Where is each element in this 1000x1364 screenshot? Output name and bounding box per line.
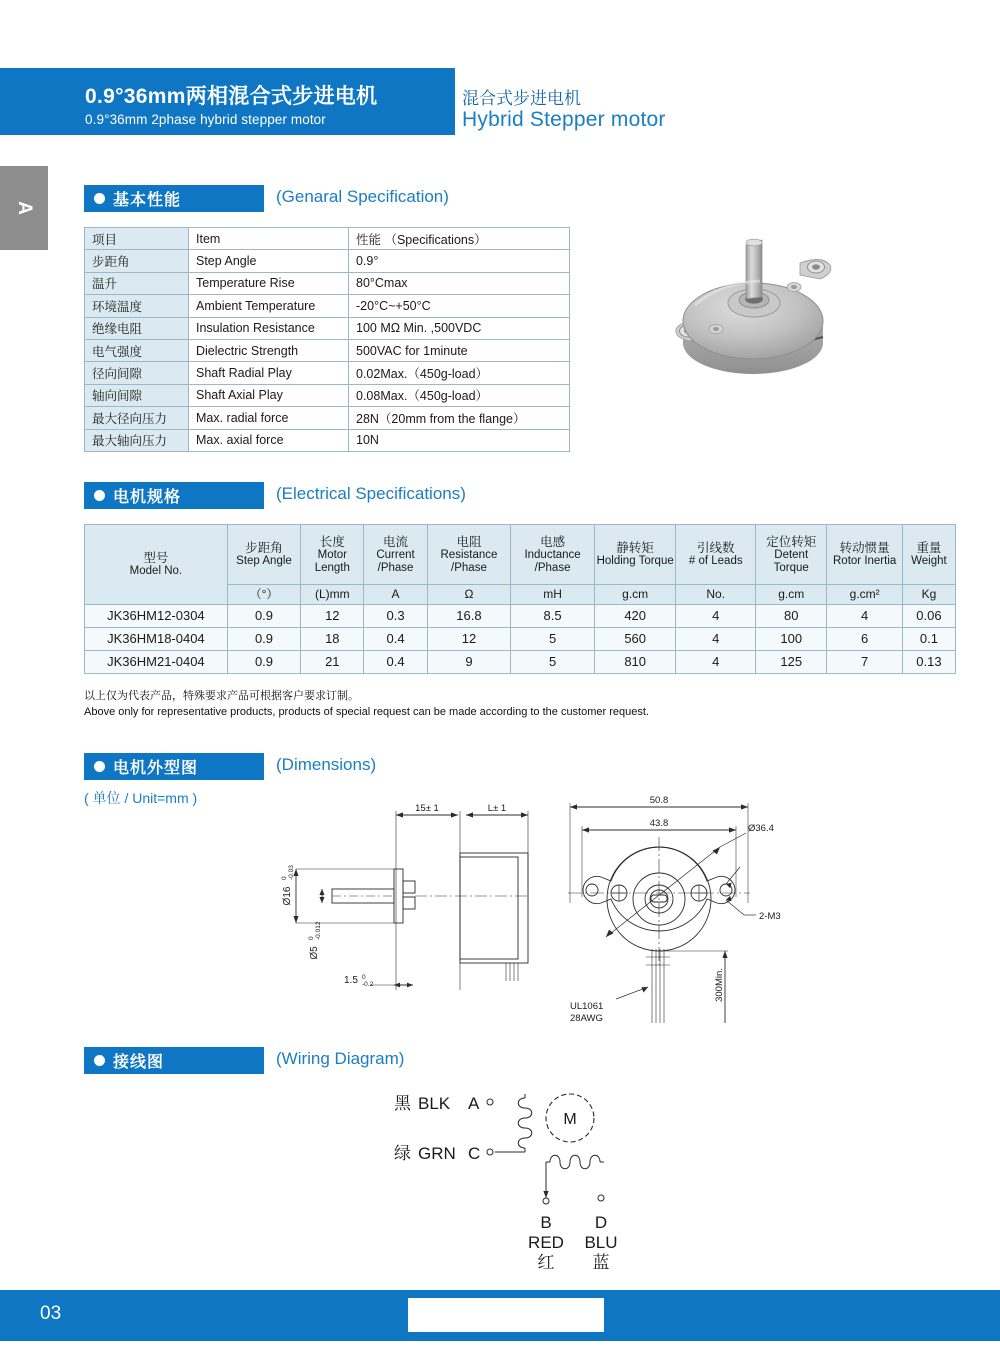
cell-model: JK36HM12-0304	[85, 605, 228, 628]
cell-cn: 温升	[85, 272, 189, 294]
cell-en: Insulation Resistance	[189, 317, 349, 339]
wiring-lead-en-blu: BLU	[584, 1233, 618, 1252]
cell-value: -20°C~+50°C	[349, 295, 570, 317]
cell-en: Max. axial force	[189, 429, 349, 451]
wiring-terminal-d: D	[594, 1213, 608, 1232]
header-category-en: Hybrid Stepper motor	[462, 108, 666, 131]
footer-page-number: 03	[40, 1303, 62, 1324]
col-header-resistance	[427, 525, 511, 585]
col-header-detent-torque	[756, 525, 827, 585]
wiring-terminal-a: A	[468, 1094, 480, 1113]
cell-step-angle: 0.9	[227, 651, 300, 674]
cell-resistance: 12	[427, 628, 511, 651]
section-heading-general	[84, 185, 504, 212]
cell-en: Shaft Axial Play	[189, 384, 349, 406]
table-row	[85, 384, 570, 406]
cell-weight: 0.06	[902, 605, 955, 628]
dim-label-wire-length: 300Min.	[714, 968, 725, 1002]
col-unit: Kg	[902, 585, 955, 605]
col-header-cn: 静转矩	[616, 541, 654, 556]
table-row	[85, 250, 570, 272]
section-title-en: (Genaral Specification)	[276, 187, 449, 206]
footer-logo-placeholder	[408, 1298, 604, 1332]
wiring-lead-en-blk: BLK	[418, 1094, 451, 1113]
wiring-terminal-c: C	[468, 1144, 481, 1163]
section-title-cn: 电机规格	[113, 489, 182, 506]
col-header-en: Detent Torque	[773, 548, 809, 574]
wiring-diagram	[370, 1080, 660, 1275]
cell-rotor-inertia: 7	[827, 651, 902, 674]
col-header-model	[85, 525, 228, 605]
table-row	[85, 605, 956, 628]
cell-motor-length: 21	[301, 651, 364, 674]
wiring-lead-cn-blk: 黑	[394, 1094, 411, 1113]
side-index-letter: A	[14, 201, 35, 215]
col-header-inductance	[511, 525, 595, 585]
cell-cn: 项目	[85, 228, 189, 250]
table-row	[85, 429, 570, 451]
col-header-cn: 电感	[540, 534, 566, 549]
cell-step-angle: 0.9	[227, 628, 300, 651]
motor-product-photo	[650, 225, 865, 400]
cell-cn: 径向间隙	[85, 362, 189, 384]
cell-rotor-inertia: 6	[827, 628, 902, 651]
section-heading-wiring	[84, 1047, 504, 1074]
col-header-cn: 重量	[916, 541, 942, 556]
header-title-en: 0.9°36mm 2phase hybrid stepper motor	[85, 112, 326, 127]
col-header-rotor-inertia	[827, 525, 902, 585]
col-unit: (L)mm	[301, 585, 364, 605]
cell-en: Dielectric Strength	[189, 339, 349, 361]
col-header-cn: 引线数	[696, 541, 735, 556]
table-row-header	[85, 228, 570, 250]
col-header-cn: 步距角	[245, 541, 283, 556]
dim-label-shaft-tol-upper: 0	[308, 936, 315, 940]
col-header-en: Motor Length	[314, 548, 350, 574]
col-unit: g.cm	[756, 585, 827, 605]
bullet-dot-icon	[94, 490, 105, 501]
cell-holding-torque: 810	[594, 651, 676, 674]
section-chip-dimensions	[84, 753, 264, 780]
dim-label-shaft-length: 15± 1	[415, 803, 439, 814]
header-category-cn: 混合式步进电机	[462, 89, 581, 108]
col-header-en: Model No.	[129, 565, 183, 578]
cell-step-angle: 0.9	[227, 605, 300, 628]
table-note	[84, 689, 649, 721]
dim-label-outer-width: 50.8	[649, 795, 669, 806]
cell-value: 10N	[349, 429, 570, 451]
cell-cn: 轴向间隙	[85, 384, 189, 406]
col-header-en: Step Angle	[236, 555, 292, 568]
cell-en: Ambient Temperature	[189, 295, 349, 317]
col-header-en: # of Leads	[688, 555, 743, 568]
col-header-en: Weight	[911, 555, 947, 568]
cell-cn: 环境温度	[85, 295, 189, 317]
dim-label-flange-thickness: 1.5	[344, 975, 358, 986]
dim-label-flange-diameter: Ø16	[282, 886, 293, 906]
col-header-current	[364, 525, 427, 585]
wiring-lead-en-red: RED	[528, 1233, 564, 1252]
dim-label-body-diameter: Ø36.4	[748, 823, 774, 834]
cell-rotor-inertia: 4	[827, 605, 902, 628]
section-chip-electrical	[84, 482, 264, 509]
dim-label-shaft-diameter: Ø5	[309, 946, 320, 960]
cell-leads: 4	[676, 651, 756, 674]
side-index-tab	[0, 166, 48, 250]
table-header-row	[85, 525, 956, 585]
section-chip-wiring	[84, 1047, 264, 1074]
col-header-weight	[902, 525, 955, 585]
col-header-motor-length	[301, 525, 364, 585]
header-title-cn: 0.9°36mm两相混合式步进电机	[85, 85, 378, 108]
col-header-cn: 电流	[383, 534, 409, 549]
cell-current: 0.3	[364, 605, 427, 628]
dim-label-flange-tol-upper: 0	[281, 876, 288, 880]
cell-holding-torque: 560	[594, 628, 676, 651]
section-title-cn: 接线图	[113, 1054, 165, 1071]
table-row	[85, 295, 570, 317]
wiring-lead-cn-blu: 蓝	[592, 1253, 610, 1272]
cell-current: 0.4	[364, 628, 427, 651]
wiring-terminal-b: B	[540, 1213, 552, 1232]
cell-inductance: 5	[511, 651, 595, 674]
section-title-en: (Electrical Specifications)	[276, 484, 466, 503]
cell-en: Step Angle	[189, 250, 349, 272]
cell-current: 0.4	[364, 651, 427, 674]
cell-en: Item	[189, 228, 349, 250]
cell-cn: 步距角	[85, 250, 189, 272]
cell-detent-torque: 80	[756, 605, 827, 628]
wiring-lead-en-grn: GRN	[418, 1144, 456, 1163]
col-header-holding-torque	[594, 525, 676, 585]
dim-label-wire-spec-1: UL1061	[570, 1001, 604, 1012]
section-title-cn: 电机外型图	[113, 760, 199, 777]
table-note-en: Above only for representative products, products of special request can be made according to the customer request.	[84, 705, 649, 718]
bullet-dot-icon	[94, 761, 105, 772]
dim-label-screws: 2-M3	[759, 911, 781, 922]
cell-resistance: 16.8	[427, 605, 511, 628]
cell-holding-torque: 420	[594, 605, 676, 628]
footer-underline	[0, 1338, 1000, 1341]
dim-label-flange-thickness-tol-upper: 0	[362, 974, 366, 981]
col-header-cn: 电阻	[456, 534, 482, 549]
cell-model: JK36HM21-0404	[85, 651, 228, 674]
col-header-leads	[676, 525, 756, 585]
dimension-drawing	[270, 785, 790, 1030]
table-row	[85, 628, 956, 651]
col-header-en: Holding Torque	[596, 555, 674, 568]
section-title-en: (Wiring Diagram)	[276, 1049, 405, 1068]
dim-label-body-length: L± 1	[487, 803, 507, 814]
col-header-en: Rotor Inertia	[833, 555, 897, 568]
col-unit: g.cm	[594, 585, 676, 605]
electrical-specification-table	[84, 524, 956, 674]
dim-label-mount-pitch: 43.8	[649, 818, 669, 829]
table-row	[85, 407, 570, 429]
cell-cn: 最大轴向压力	[85, 429, 189, 451]
col-header-en: Resistance /Phase	[440, 548, 498, 574]
col-header-en: Current /Phase	[376, 548, 415, 574]
wiring-lead-cn-red: 红	[537, 1253, 555, 1272]
cell-value: 80°Cmax	[349, 272, 570, 294]
section-heading-electrical	[84, 482, 544, 509]
col-header-en: Inductance /Phase	[524, 548, 581, 574]
col-unit: （°）	[227, 585, 300, 605]
wiring-motor-label: M	[563, 1111, 577, 1128]
cell-model: JK36HM18-0404	[85, 628, 228, 651]
cell-motor-length: 12	[301, 605, 364, 628]
dim-label-flange-thickness-tol-lower: -0.2	[362, 981, 374, 988]
section-heading-dimensions	[84, 753, 504, 780]
cell-value: 0.9°	[349, 250, 570, 272]
table-row	[85, 272, 570, 294]
cell-cn: 电气强度	[85, 339, 189, 361]
col-header-cn: 型号	[143, 551, 169, 566]
table-note-cn: 以上仅为代表产品，特殊要求产品可根据客户要求订制。	[84, 690, 359, 702]
cell-detent-torque: 100	[756, 628, 827, 651]
cell-en: Shaft Radial Play	[189, 362, 349, 384]
dimensions-unit-label: ( 单位 / Unit=mm )	[84, 790, 198, 806]
dim-label-wire-spec-2: 28AWG	[570, 1013, 603, 1024]
cell-en: Temperature Rise	[189, 272, 349, 294]
cell-detent-torque: 125	[756, 651, 827, 674]
col-header-cn: 定位转矩	[766, 534, 817, 549]
cell-value: 28N（20mm from the flange）	[349, 407, 570, 429]
col-unit: Ω	[427, 585, 511, 605]
col-header-step-angle	[227, 525, 300, 585]
cell-value: 500VAC for 1minute	[349, 339, 570, 361]
cell-en: Max. radial force	[189, 407, 349, 429]
cell-resistance: 9	[427, 651, 511, 674]
cell-value: 性能 （Specifications）	[349, 228, 570, 250]
cell-cn: 最大径向压力	[85, 407, 189, 429]
cell-weight: 0.13	[902, 651, 955, 674]
cell-value: 0.02Max.（450g-load）	[349, 362, 570, 384]
col-unit: g.cm²	[827, 585, 902, 605]
dim-label-flange-tol-lower: -0.03	[288, 865, 295, 880]
section-chip-general	[84, 185, 264, 212]
table-row	[85, 362, 570, 384]
cell-cn: 绝缘电阻	[85, 317, 189, 339]
cell-inductance: 5	[511, 628, 595, 651]
wiring-lead-cn-grn: 绿	[394, 1144, 411, 1163]
col-header-cn: 长度	[319, 534, 345, 549]
cell-leads: 4	[676, 628, 756, 651]
col-unit: mH	[511, 585, 595, 605]
col-unit: A	[364, 585, 427, 605]
dim-label-shaft-tol-lower: -0.012	[315, 921, 322, 940]
col-unit: No.	[676, 585, 756, 605]
bullet-dot-icon	[94, 193, 105, 204]
table-row	[85, 317, 570, 339]
general-specification-table	[84, 227, 570, 452]
cell-inductance: 8.5	[511, 605, 595, 628]
cell-motor-length: 18	[301, 628, 364, 651]
table-row	[85, 339, 570, 361]
table-row	[85, 651, 956, 674]
col-header-cn: 转动惯量	[839, 541, 890, 556]
section-title-en: (Dimensions)	[276, 755, 377, 774]
bullet-dot-icon	[94, 1055, 105, 1066]
cell-value: 0.08Max.（450g-load）	[349, 384, 570, 406]
cell-value: 100 MΩ Min. ,500VDC	[349, 317, 570, 339]
cell-weight: 0.1	[902, 628, 955, 651]
section-title-cn: 基本性能	[113, 192, 182, 209]
cell-leads: 4	[676, 605, 756, 628]
